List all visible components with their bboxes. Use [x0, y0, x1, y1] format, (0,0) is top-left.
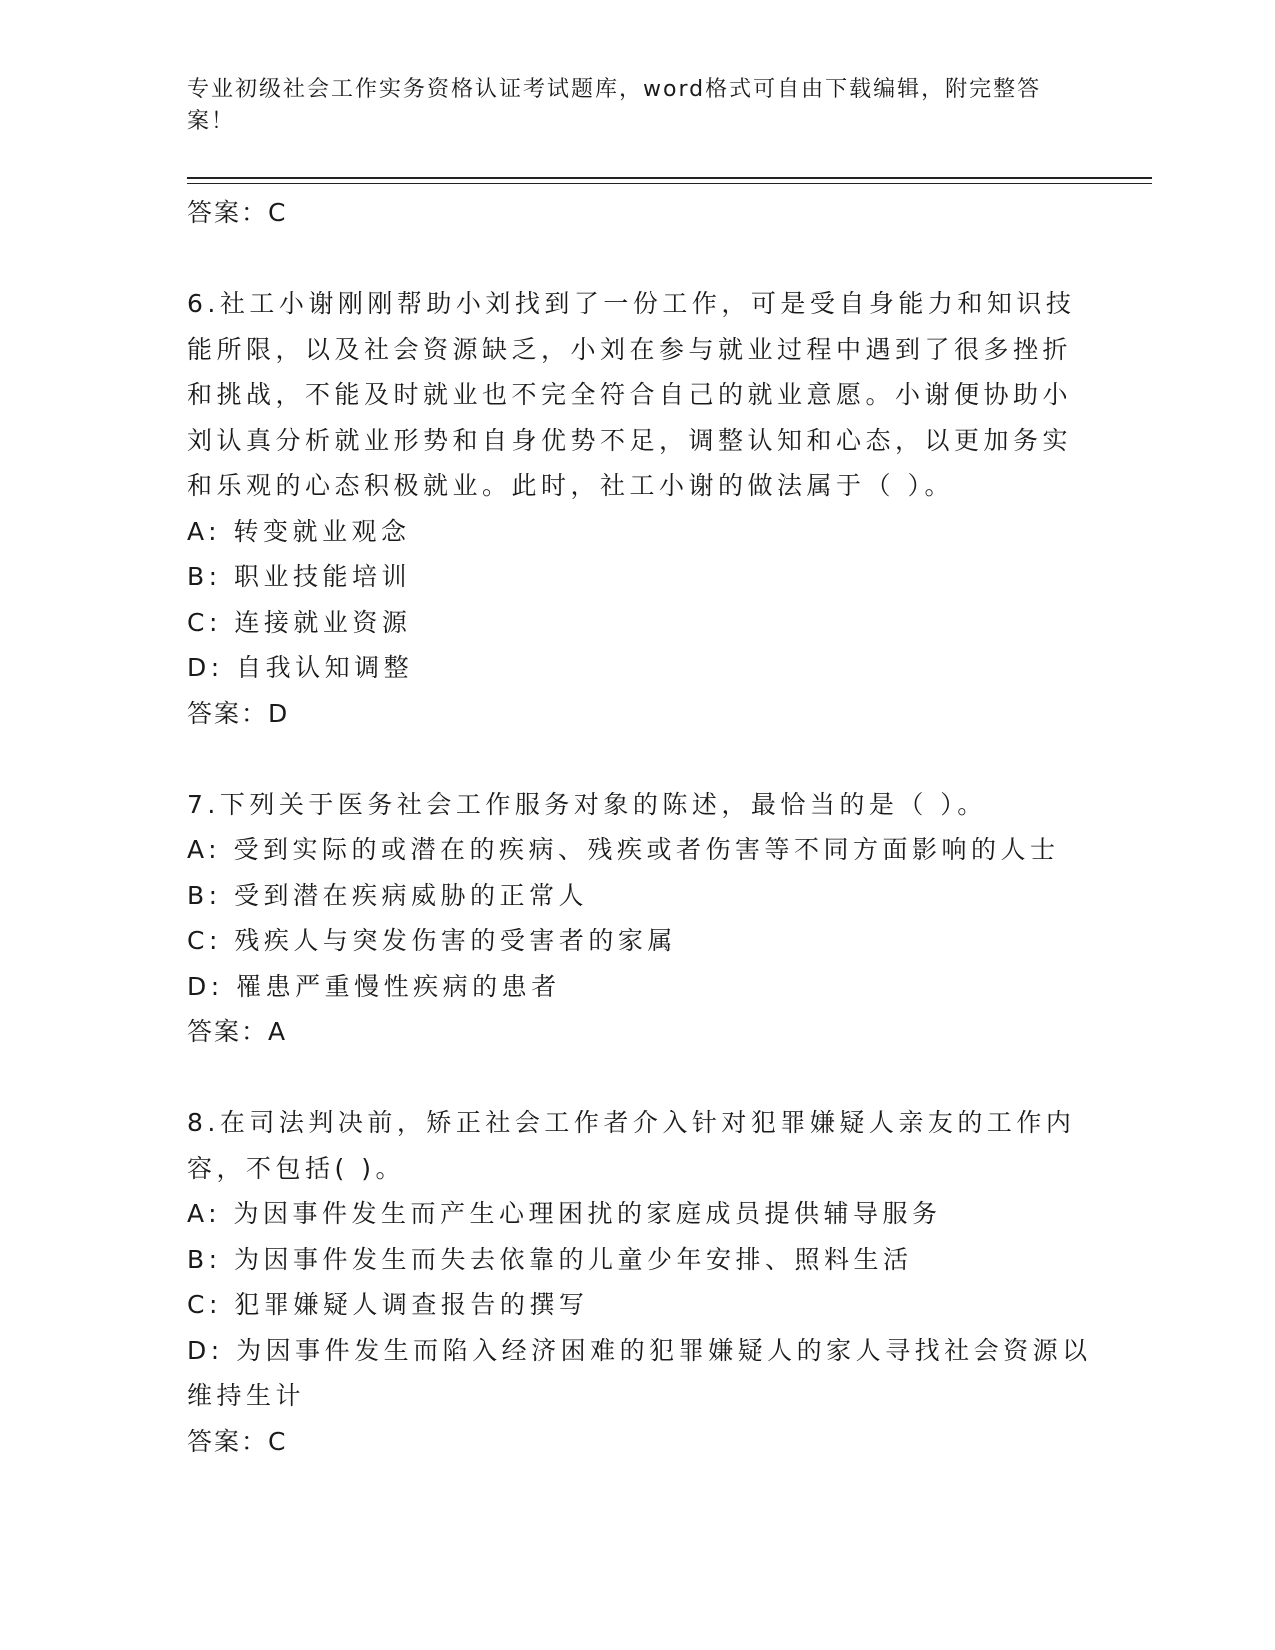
- option-a: A: 转变就业观念: [187, 516, 411, 546]
- answer: 答案：C: [187, 1426, 288, 1456]
- question-content: [187, 190, 1092, 1464]
- header-line-1: 专业初级社会工作实务资格认证考试题库，word格式可自由下载编辑，附完整答: [187, 77, 1042, 102]
- answer: 答案：D: [187, 698, 290, 728]
- spacer: [187, 236, 1087, 282]
- question-8: [187, 1100, 1092, 1464]
- header-line-2: 案！: [187, 109, 236, 134]
- header-rule-thick: [187, 177, 1152, 179]
- header-rule-thin: [187, 183, 1152, 184]
- question-text-line: 6.社工小谢刚刚帮助小刘找到了一份工作，可是受自身能力和知识技: [187, 289, 1076, 318]
- option-d: D: 为因事件发生而陷入经济困难的犯罪嫌疑人的家人寻找社会资源以: [187, 1335, 1092, 1365]
- answer: 答案：A: [187, 1017, 288, 1046]
- option-a: A: 为因事件发生而产生心理困扰的家庭成员提供辅导服务: [187, 1199, 942, 1228]
- option-b: B: 受到潜在疾病威胁的正常人: [187, 880, 589, 910]
- option-b: B: 职业技能培训: [187, 562, 412, 591]
- option-a: A: 受到实际的或潜在的疾病、残疾或者伤害等不同方面影响的人士: [187, 835, 1060, 864]
- option-c: C: 连接就业资源: [187, 607, 412, 637]
- document-header: [187, 74, 1067, 138]
- question-text-line: 容，不包括( )。: [187, 1153, 405, 1183]
- question-text-line: 8.在司法判决前，矫正社会工作者介入针对犯罪嫌疑人亲友的工作内: [187, 1108, 1076, 1137]
- option-d: D: 罹患严重慢性疾病的患者: [187, 971, 561, 1001]
- previous-answer: 答案：C: [187, 198, 288, 227]
- question-text-line: 和乐观的心态积极就业。此时，社工小谢的做法属于（ ）。: [187, 471, 954, 500]
- option-b: B: 为因事件发生而失去依靠的儿童少年安排、照料生活: [187, 1244, 913, 1274]
- option-c: C: 犯罪嫌疑人调查报告的撰写: [187, 1290, 589, 1319]
- question-text-line: 和挑战，不能及时就业也不完全符合自己的就业意愿。小谢便协助小: [187, 380, 1073, 409]
- spacer: [187, 1055, 1087, 1101]
- question-text-line: 刘认真分析就业形势和自身优势不足，调整认知和心态，以更加务实: [187, 425, 1073, 455]
- spacer: [187, 736, 1087, 782]
- question-text-line: 7.下列关于医务社会工作服务对象的陈述，最恰当的是（ ）。: [187, 789, 987, 819]
- question-6: [187, 281, 1087, 736]
- option-d: D: 自我认知调整: [187, 653, 414, 682]
- question-text-line: 能所限，以及社会资源缺乏，小刘在参与就业过程中遇到了很多挫折: [187, 334, 1073, 364]
- question-7: [187, 782, 1087, 1055]
- option-d-continued: 维持生计: [187, 1381, 306, 1410]
- option-c: C: 残疾人与突发伤害的受害者的家属: [187, 926, 677, 955]
